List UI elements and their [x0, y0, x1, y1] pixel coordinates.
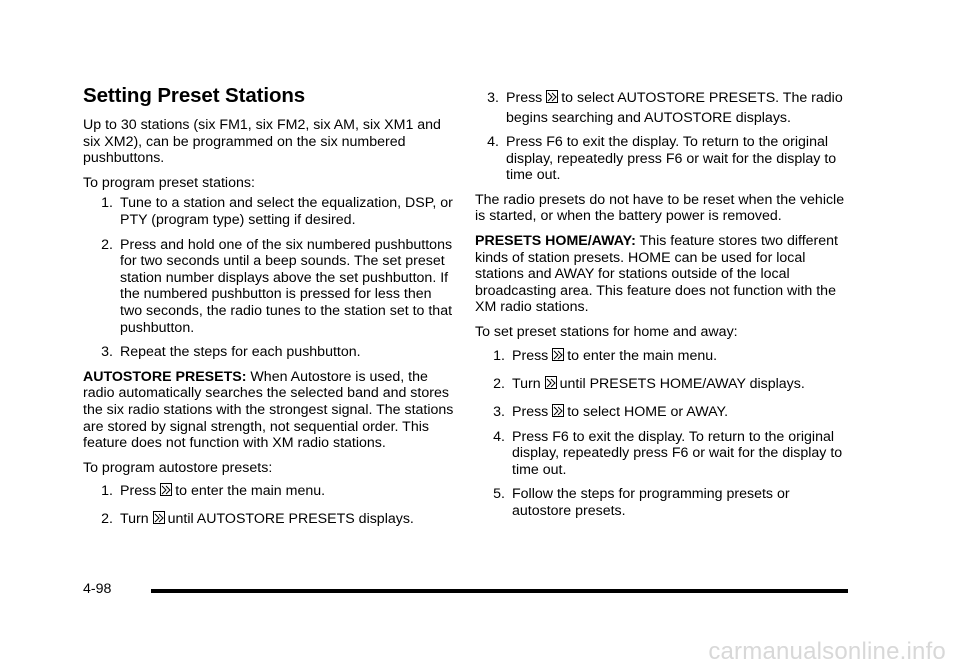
autostore-paragraph — [83, 369, 455, 452]
autostore-lead: To program autostore presets: — [83, 459, 273, 476]
footer-rule — [151, 589, 848, 593]
step-number: 4. — [493, 428, 505, 445]
left-column — [83, 84, 455, 538]
reset-note: The radio presets do not have to be reset when the vehicle is started, or when the battery power is removed. — [475, 191, 845, 225]
step-text: Press F6 to exit the display. To return to the original display, repeatedly press F6 or wait for the display to time out. — [506, 134, 837, 184]
list-item — [89, 508, 455, 530]
step-number: 1. — [493, 347, 505, 364]
step-text: Follow the steps for programming presets or autostore presets. — [512, 486, 790, 519]
tune-knob-icon — [160, 483, 172, 496]
step-number: 1. — [101, 483, 113, 500]
list-item — [475, 88, 847, 128]
list-item — [89, 480, 455, 502]
tune-knob-icon — [153, 511, 165, 524]
step-pre: Press — [512, 403, 549, 420]
list-item — [89, 195, 455, 228]
list-item — [89, 237, 455, 337]
list-item — [481, 373, 847, 395]
step-text: Press F6 to exit the display. To return to the original display, repeatedly press F6 or wait for the display to time out. — [512, 428, 843, 478]
step-text: Tune to a station and select the equalization, DSP, or PTY (program type) setting if desired. — [120, 195, 453, 228]
list-item — [481, 401, 847, 423]
step-number: 2. — [493, 375, 505, 392]
home-away-lead: To set preset stations for home and away: — [475, 323, 738, 340]
step-number: 2. — [101, 236, 113, 253]
step-number: 5. — [493, 486, 505, 503]
list-item — [481, 486, 847, 519]
autostore-text: When Autostore is used, the radio automatically searches the selected band and stores the six radio stations with the strongest signal. The stations are stored by signal strength, not sequential order. This feature does not function with XM radio stations. — [83, 368, 454, 452]
right-column — [475, 88, 847, 528]
program-lead: To program preset stations: — [83, 174, 255, 191]
list-item — [481, 429, 847, 479]
step-number: 4. — [487, 134, 499, 150]
step-pre: Turn — [120, 511, 149, 528]
home-away-steps-list — [475, 345, 847, 520]
tune-knob-icon — [546, 90, 558, 103]
page-number: 4-98 — [83, 581, 112, 597]
step-text: Press and hold one of the six numbered pushbuttons for two seconds until a beep sounds. The set preset station number displays above the set pushbutton. If the numbered pushbutton is pressed for less then two seconds, the radio tunes to the station set to that pushbutton. — [120, 236, 453, 336]
step-pre: Turn — [512, 375, 541, 392]
step-number: 3. — [493, 403, 505, 420]
tune-knob-icon — [552, 348, 564, 361]
step-pre: Press — [120, 483, 157, 500]
step-post: until AUTOSTORE PRESETS displays. — [167, 511, 414, 528]
list-item — [481, 345, 847, 367]
list-item — [475, 134, 847, 184]
step-text: Repeat the steps for each pushbutton. — [120, 344, 361, 361]
autostore-steps-list — [83, 480, 455, 530]
section-title: Setting Preset Stations — [83, 84, 306, 107]
autostore-label: AUTOSTORE PRESETS: — [83, 368, 247, 385]
step-number: 3. — [487, 90, 499, 106]
program-steps-list — [83, 195, 455, 360]
tune-knob-icon — [552, 404, 564, 417]
intro-paragraph: Up to 30 stations (six FM1, six FM2, six AM, six XM1 and six XM2), can be programmed on the six numbered pushbuttons. — [83, 117, 441, 167]
autostore-steps-cont-list — [475, 88, 847, 184]
home-away-label: PRESETS HOME/AWAY: — [475, 232, 636, 249]
step-pre: Press — [512, 347, 549, 364]
watermark: carmanualsonline.info — [708, 638, 946, 665]
step-post: to enter the main menu. — [567, 347, 718, 364]
step-number: 1. — [101, 195, 113, 212]
step-number: 3. — [101, 344, 113, 361]
tune-knob-icon — [545, 376, 557, 389]
step-post: to enter the main menu. — [175, 483, 326, 500]
step-post: to select AUTOSTORE PRESETS. The radio begins searching and AUTOSTORE displays. — [506, 90, 843, 126]
home-away-paragraph — [475, 233, 847, 316]
step-post: to select HOME or AWAY. — [567, 403, 729, 420]
step-pre: Press — [506, 90, 543, 106]
list-item — [89, 344, 455, 361]
home-away-text: This feature stores two different kinds of station presets. HOME can be used for local stations and AWAY for stations outside of the local broadcasting area. This feature does not function with the XM radio stations. — [475, 232, 838, 316]
step-number: 2. — [101, 511, 113, 528]
step-post: until PRESETS HOME/AWAY displays. — [559, 375, 805, 392]
